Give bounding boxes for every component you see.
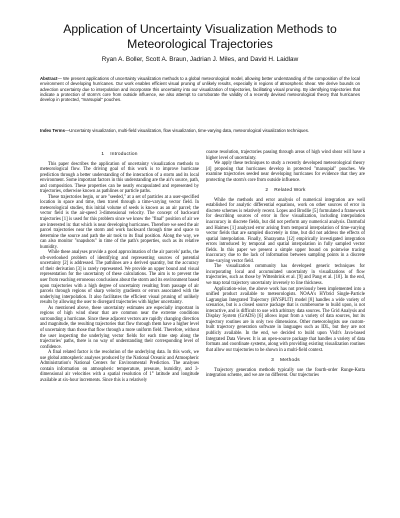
right-column <box>206 150 365 379</box>
section-title: Introduction <box>110 152 138 157</box>
title-line-1: Application of Uncertainty Visualization Methods to <box>63 22 337 36</box>
abstract <box>40 76 360 102</box>
paragraph: coarse resolution, trajectories passing through areas of high wind shear will have a higher level of uncertainty. <box>206 150 365 161</box>
abstract-label: Abstract <box>40 76 58 81</box>
section-number: 2 <box>265 188 269 194</box>
paragraph: This paper describes the application of uncertainty visualization methods to meteorological flow. The driving goal of this work is to improve hurricane prediction through a better understanding of the interaction of a storm and its local environment. Some important factors in this understanding are the air's source, path, and composition. These properties can be neatly encapsulated and represented by trajectories, otherwise known as pathlines or particle paths. <box>40 161 199 195</box>
author-list: Ryan A. Boller, Scott A. Braun, Jadrian J. Miles, and David H. Laidlaw <box>101 56 299 63</box>
paragraph: We apply these techniques to study a recently developed meteorological theory [4] proposing that hurricanes develop in protected "marsupial" pouches. We examine trajectories seeded near developing hurricanes for evidence that they are protecting the storm's core from outside influence. <box>206 161 365 183</box>
paragraph: While these analyses provide a good approximation of the air parcels' paths, the oft-overlooked problem of identifying and representing sources of potential uncertainty [2] is addressed. The pathlines are a derived quantity, but the accuracy of their derivation [3] is rarely represented. We provide an upper bound and visual representation for the uncertainty of these calculations. The aim is to prevent the user from reaching erroneous conclusions about the storm and its environment based upon trajectories with a high degree of uncertainty resulting from passage of air parcels through regions of sharp velocity gradients or errors associated with the underlying interpolation. It also facilitates the efficient visual pruning of unlikely results by allowing the user to disregard trajectories with higher uncertainty. <box>40 250 199 306</box>
paragraph: As mentioned above, these uncertainty estimates are especially important in regions of high wind shear that are common near the extreme conditions surrounding a hurricane. Since these adjacent vectors are rapidly changing direction and magnitude, the resulting trajectories that flow through them have a higher level of uncertainty than those that flow through a more uniform field. Therefore, without the user inspecting the underlying vector fields for each time step along the trajectories' paths, there is no way of understanding their corresponding level of confidence. <box>40 305 199 350</box>
title-line-2: Meteorological Trajectories <box>127 37 273 51</box>
paragraph: The visualization community has developed generic techniques for incorporating local and accumulated uncertainty in visualizations of flow trajectories, such as those by Wittenbrink et al. [9] and Pang et al. [10]. In the end, we map total trajectory uncertainty inversely to line thickness. <box>206 264 365 287</box>
index-terms <box>40 128 360 133</box>
abstract-text: — We present applications of uncertainty visualization methods to a global meteorological model, allowing better understanding of the composition of the local environment of developing hurricanes. Our work enables efficient visual pruning of unlikely results, especially in regions of atmospheric shear. We derive bounds on advection uncertainty due to interpolation and incorporate this uncertainty into our visualization of trajectories, facilitating visual pruning. By identifying trajectories that indicate a protection of storm's core from outside influence, we also attempt to corroborate the validity of a recently devised meteorological theory that hurricanes develop in protected, "marsupial" pouches. <box>40 76 360 102</box>
paragraph: Application-wise, the above work has not previously been implemented into a unified product available to meteorologists. NOAA's HYbrid Single-Particle Lagrangian Integrated Trajectory (HYSPLIT) model [8] handles a wide variety of scenarios, but is a closed source package that is cumbersome to build upon, is not interactive, and is difficult to use with arbitrary data sources. The Grid Analysis and Display System (GrADS) [6] allows input from a variety of data sources, but its trajectory routines are in only two dimensions. Other meteorologists use custom-built trajectory generation software in languages such as IDL, but they are not publicly available. In the end, we decided to build upon VisIt's Java-based Integrated Data Viewer. It is an open-source package that handles a variety of data formats and coordinate systems, along with providing existing visualization routines that allow our trajectories to be shown in a multi-field context. <box>206 286 365 353</box>
section-heading-introduction <box>40 152 199 158</box>
section-heading-related-work <box>206 188 365 194</box>
section-title: Related Work <box>274 188 306 194</box>
section-number: 3 <box>271 358 275 364</box>
section-number: 1 <box>101 152 105 157</box>
left-column <box>40 150 199 383</box>
section-heading-methods <box>206 358 365 364</box>
index-terms-label: Index Terms <box>40 128 65 133</box>
paragraph: Trajectory generation methods typically use the fourth-order Runge-Kutta integration scheme, and we are no different. Our trajectories <box>206 367 365 379</box>
section-title: Methods <box>280 358 300 364</box>
index-terms-text: —Uncertainty visualization, multi-field visualization, flow visualization, time-varying data, meteorological visualization techniques. <box>65 128 310 133</box>
paragraph: These trajectories begin, or are "seeded," at a set of particles at a user-specified location in space and time, then travel through a time-varying vector field. In meteorological studies, this initial volume of seeds is known as an air parcel; the vector field is the air-speed 3-dimensional velocity. The concept of backward trajectories [1] is used for this problem since we know the "final" position of air we are interested in: that which is near developing hurricanes. Therefore we seed the air parcel trajectories near the storm and work backward through time and space to determine the source and path the air took to its final position. Along the way, we can also monitor "snapshots" in time of the path's properties, such as its relative humidity. <box>40 194 199 250</box>
paragraph: A final related factor is the resolution of the underlying data. In this work, we use global atmospheric analyses produced by the National Oceanic and Atmospheric Administration's National Centers for Environmental Prediction. The analyses contain information on atmospheric temperature, pressure, humidity, and 3-dimensional air velocities with a spatial resolution of 1° latitude and longitude available at six-hour increments. Since this is a relatively <box>40 350 199 383</box>
paragraph: While the methods and error analysis of numerical integration are well established for analytic differential equations, work on other sources of error in discrete schemes is relatively recent. Lopes and Brodlie [5] formulated a framework for describing sources of error in flow visualization, including interpolation inaccuracy in discrete fields, but did not perform any numerical analysis. Darmofal and Haimes [1] analyzed error arising from temporal interpolation of time-varying vector fields that are sampled discretely in time, but did not address the effects of spatial interpolation. Finally, Sharayama [12] empirically investigated integration errors introduced by temporal and spatial interpolation in fully sampled vector fields. In this paper we present a simple upper bound on pointwise tracing inaccuracy due to the lack of information between sampling points in a discrete time-varying vector field. <box>206 197 365 264</box>
paper-title <box>30 22 370 52</box>
